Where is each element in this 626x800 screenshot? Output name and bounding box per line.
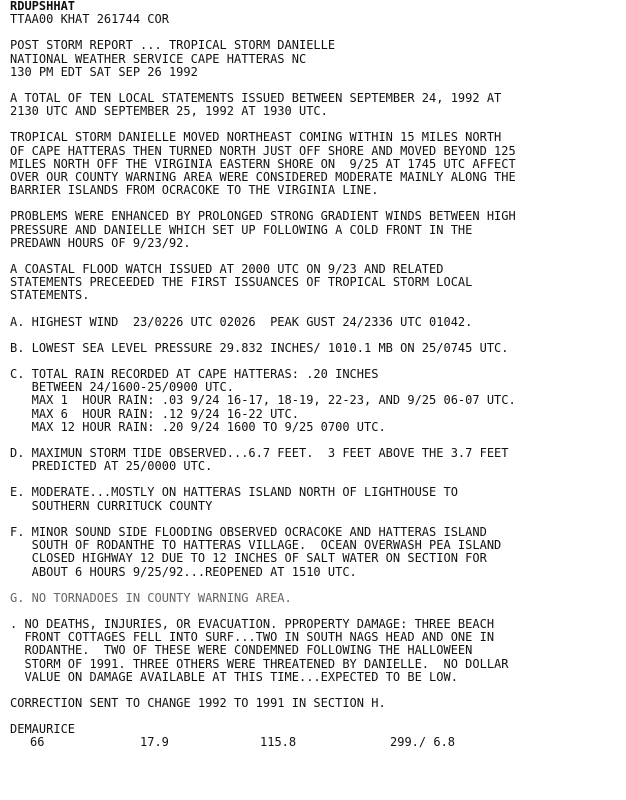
footer-value: 299./ 6.8 — [390, 735, 456, 750]
para2-line: PRESSURE AND DANIELLE WHICH SET UP FOLLOWING A COLD FRONT IN THE — [10, 222, 473, 237]
para2-line: PROBLEMS WERE ENHANCED BY PROLONGED STRONG GRADIENT WINDS BETWEEN HIGH — [10, 209, 516, 224]
section-e-line: E. MODERATE...MOSTLY ON HATTERAS ISLAND NORTH OF LIGHTHOUSE TO — [10, 485, 458, 500]
footer-value: 17.9 — [140, 735, 169, 750]
section-f-line: ABOUT 6 HOURS 9/25/92...REOPENED AT 1510 UTC. — [10, 564, 357, 579]
header-product-id: RDUPSHHAT — [10, 0, 76, 13]
report-title: POST STORM REPORT ... TROPICAL STORM DANIELLE — [10, 38, 336, 53]
para1-line: MILES NORTH OFF THE VIRGINIA EASTERN SHORE ON 9/25 AT 1745 UTC AFFECT — [10, 156, 516, 171]
para1-line: BARRIER ISLANDS FROM OCRACOKE TO THE VIRGINIA LINE. — [10, 183, 379, 198]
correction-note: CORRECTION SENT TO CHANGE 1992 TO 1991 IN SECTION H. — [10, 695, 386, 710]
para1-line: OF CAPE HATTERAS THEN TURNED NORTH JUST OFF SHORE AND MOVED BEYOND 125 — [10, 143, 516, 158]
section-f-line: SOUTH OF RODANTHE TO HATTERAS VILLAGE. OCEAN OVERWASH PEA ISLAND — [10, 538, 502, 553]
intro-line: A TOTAL OF TEN LOCAL STATEMENTS ISSUED BETWEEN SEPTEMBER 24, 1992 AT — [10, 91, 502, 106]
para2-line: PREDAWN HOURS OF 9/23/92. — [10, 235, 191, 250]
issue-time: 130 PM EDT SAT SEP 26 1992 — [10, 64, 198, 79]
section-c-line: MAX 12 HOUR RAIN: .20 9/24 1600 TO 9/25 0700 UTC. — [10, 419, 386, 434]
section-h-line: STORM OF 1991. THREE OTHERS WERE THREATENED BY DANIELLE. NO DOLLAR — [10, 656, 509, 671]
section-h-line: FRONT COTTAGES FELL INTO SURF...TWO IN SOUTH NAGS HEAD AND ONE IN — [10, 630, 495, 645]
section-e-line: SOUTHERN CURRITUCK COUNTY — [10, 498, 213, 513]
para3-line: STATEMENTS PRECEEDED THE FIRST ISSUANCES OF TROPICAL STORM LOCAL — [10, 275, 473, 290]
section-d-line: D. MAXIMUN STORM TIDE OBSERVED...6.7 FEET. 3 FEET ABOVE THE 3.7 FEET — [10, 446, 509, 461]
section-c-line: C. TOTAL RAIN RECORDED AT CAPE HATTERAS: .20 INCHES — [10, 367, 379, 382]
storm-report-document — [10, 0, 610, 750]
section-c-line: MAX 6 HOUR RAIN: .12 9/24 16-22 UTC. — [10, 406, 299, 421]
section-h-line: RODANTHE. TWO OF THESE WERE CONDEMNED FOLLOWING THE HALLOWEEN — [10, 643, 473, 658]
section-g-tornadoes: G. NO TORNADOES IN COUNTY WARNING AREA. — [10, 590, 292, 605]
section-b-lowest-pressure: B. LOWEST SEA LEVEL PRESSURE 29.832 INCHES/ 1010.1 MB ON 25/0745 UTC. — [10, 340, 509, 355]
section-h-line: VALUE ON DAMAGE AVAILABLE AT THIS TIME...EXPECTED TO BE LOW. — [10, 669, 458, 684]
footer-value: 115.8 — [260, 735, 297, 750]
para3-line: STATEMENTS. — [10, 288, 90, 303]
section-d-line: PREDICTED AT 25/0000 UTC. — [10, 459, 213, 474]
intro-line: 2130 UTC AND SEPTEMBER 25, 1992 AT 1930 UTC. — [10, 104, 328, 119]
footer-value: 66 — [30, 735, 45, 750]
header-wmo-line: TTAA00 KHAT 261744 COR — [10, 12, 169, 27]
para3-line: A COASTAL FLOOD WATCH ISSUED AT 2000 UTC ON 9/23 AND RELATED — [10, 262, 444, 277]
section-c-line: MAX 1 HOUR RAIN: .03 9/24 16-17, 18-19, 22-23, AND 9/25 06-07 UTC. — [10, 393, 516, 408]
signature: DEMAURICE — [10, 722, 76, 737]
footer-values-row — [10, 736, 610, 749]
section-f-line: CLOSED HIGHWAY 12 DUE TO 12 INCHES OF SALT WATER ON SECTION FOR — [10, 551, 487, 566]
section-f-line: F. MINOR SOUND SIDE FLOODING OBSERVED OCRACOKE AND HATTERAS ISLAND — [10, 524, 487, 539]
section-a-highest-wind: A. HIGHEST WIND 23/0226 UTC 02026 PEAK GUST 24/2336 UTC 01042. — [10, 314, 473, 329]
issuing-office: NATIONAL WEATHER SERVICE CAPE HATTERAS NC — [10, 51, 307, 66]
para1-line: OVER OUR COUNTY WARNING AREA WERE CONSIDERED MODERATE MAINLY ALONG THE — [10, 170, 516, 185]
section-h-line: . NO DEATHS, INJURIES, OR EVACUATION. PPROPERTY DAMAGE: THREE BEACH — [10, 616, 495, 631]
para1-line: TROPICAL STORM DANIELLE MOVED NORTHEAST COMING WITHIN 15 MILES NORTH — [10, 130, 502, 145]
section-c-line: BETWEEN 24/1600-25/0900 UTC. — [10, 380, 234, 395]
